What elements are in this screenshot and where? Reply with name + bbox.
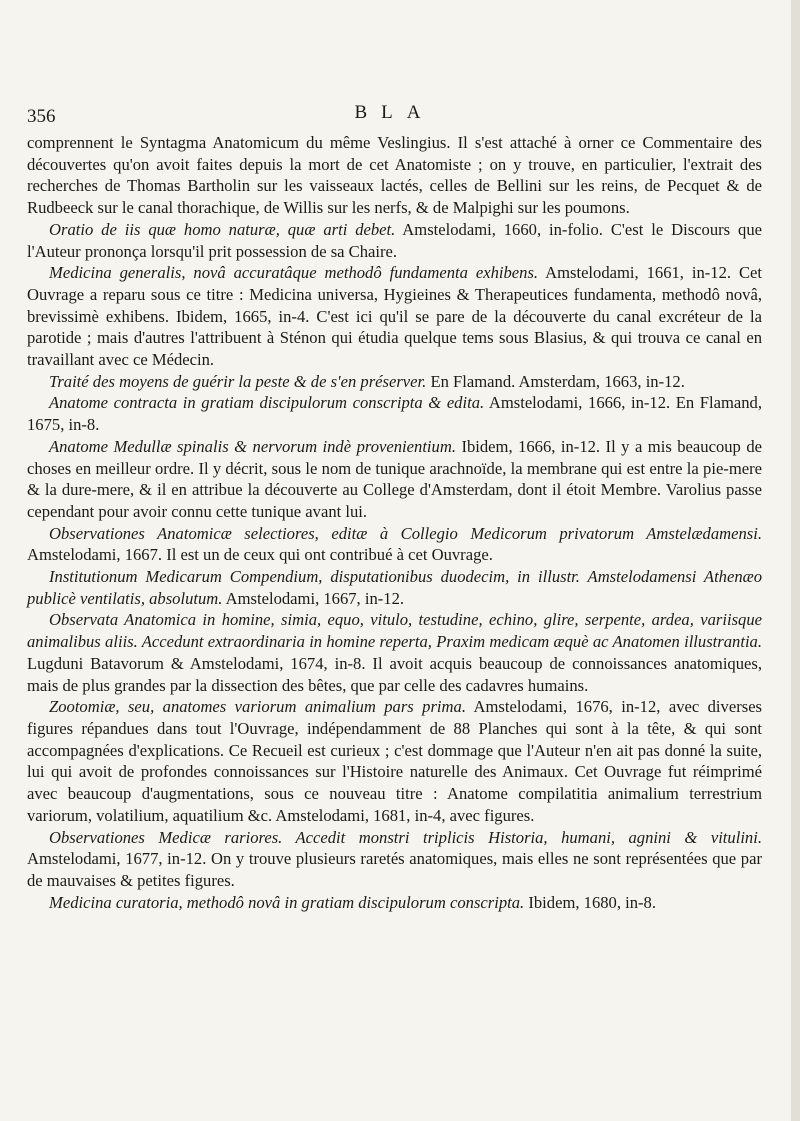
entry-text: Amstelodami, 1666, in-12. En Flamand, 1675, in-8. [27,393,763,435]
entry-institutionum [27,566,762,609]
entry-title: Oratio de iis quæ homo naturæ, quæ arti debet. [49,219,396,239]
running-head: BLA [354,102,435,123]
entry-observata-anatomica [27,609,762,696]
entry-observationes-anatomicae [27,523,762,566]
entry-text: Ibidem, 1666, in-12. Il y a mis beaucoup de choses en meilleur ordre. Il y décrit, sous le nom de tunique arachnoïde, la membrane qui est entre la pie-mere & la dure-mere, & il en attribue la découverte au College d'Amsterdam, dont il étoit Membre. Varolius passe cependant pour avoir connu cette tunique avant lui. [27,436,762,521]
entry-oratio [27,219,762,262]
entry-medicina-generalis [27,262,762,371]
entry-continuation [27,132,762,219]
entry-title: Zootomiæ, seu, anatomes variorum animalium pars prima. [49,697,466,717]
entry-text: Amstelodami, 1660, in-folio. C'est le Discours que l'Auteur prononça lorsqu'il prit possession de sa Chaire. [27,219,762,261]
page-header [27,98,762,132]
entry-medicina-curatoria [27,892,762,914]
entry-observationes-medicae [27,827,762,892]
page-number: 356 [27,106,56,127]
entry-text: Ibidem, 1680, in-8. [528,892,657,912]
entry-text: Amstelodami, 1676, in-12, avec diverses figures répandues dans tout l'Ouvrage, indépendamment de 88 Planches qui sont à la tête, & qui sont accompagnées d'explications. Ce Recueil est curieux ; c'est dommage que l'Auteur n'en ait pas donné la suite, lui qui avoit de profondes connoissances sur l'Histoire naturelle des Animaux. Cet Ouvrage fut réimprimé avec beaucoup d'augmentations, sous ce nouveau titre : Anatome compilatitia animalium terrestrium variorum, volatilium, aquatilium &c. Amstelodami, 1681, in-4, avec figures. [27,697,763,825]
page-body [27,132,762,913]
entry-zootomiae [27,696,762,826]
entry-title: Observationes Medicæ rariores. Accedit monstri triplicis Historia, humani, agnini & vitulini. [49,827,762,847]
entry-title: Anatome Medullæ spinalis & nervorum indè provenientium. [49,436,456,456]
entry-title: Anatome contracta in gratiam discipulorum conscripta & edita. [49,393,485,413]
entry-text: Amstelodami, 1677, in-12. On y trouve plusieurs raretés anatomiques, mais elles ne sont représentées que par de mauvaises & petites figures. [27,849,762,890]
entry-text: En Flamand. Amsterdam, 1663, in-12. [430,371,685,391]
entry-text: comprennent le Syntagma Anatomicum du même Veslingius. Il s'est attaché à orner ce Commentaire des découvertes qu'on avoit faites depuis la mort de cet Anatomiste ; on y trouve, en particulier, l'extrait des recherches de Thomas Bartholin sur les vaisseaux lactés, celles de Bellini sur les reins, de Pecquet & de Rudbeeck sur le canal thorachique, de Willis sur les nerfs, & de Malpighi sur les poumons. [27,133,762,218]
entry-title: Observationes Anatomicæ selectiores, editæ à Collegio Medicorum privatorum Amstelædamensi. [49,523,762,543]
entry-text: Lugduni Batavorum & Amstelodami, 1674, in-8. Il avoit acquis beaucoup de connoissances anatomiques, mais de plus grandes par la dissection des bêtes, que par celle des cadavres humains. [27,653,762,695]
entry-title: Medicina generalis, novâ accuratâque methodô fundamenta exhibens. [49,263,539,283]
entry-text: Amstelodami, 1661, in-12. Cet Ouvrage a reparu sous ce titre : Medicina universa, Hygieines & Therapeutices fundamenta, methodô novâ, brevissimè exhibens. Ibidem, 1665, in-4. C'est ici qu'il se pare de la découverte du canal excréteur de la parotide ; mais d'autres l'attribuent à Sténon qui étudia quelque tems sous Blasius, & qui trouva ce canal en travaillant avec ce Médecin. [27,263,763,370]
entry-anatome-medullae [27,436,762,523]
entry-traite-peste [27,371,762,393]
entry-title: Institutionum Medicarum Compendium, disputationibus duodecim, in illustr. Amstelodamensi Athenæo publicè ventilatis, absolutum. [27,567,762,608]
page-edge-shadow [791,0,800,1121]
entry-text: Amstelodami, 1667, in-12. [225,588,405,608]
entry-anatome-contracta [27,392,762,435]
entry-text: Amstelodami, 1667. Il est un de ceux qui ont contribué à cet Ouvrage. [27,545,493,565]
entry-title: Medicina curatoria, methodô novâ in gratiam discipulorum conscripta. [49,892,525,912]
entry-title: Observata Anatomica in homine, simia, equo, vitulo, testudine, echino, glire, serpente, ardea, variisque animalibus aliis. Accedunt extraordinaria in homine reperta, Praxim medicam æquè ac Anatomen illustrantia. [27,610,762,652]
entry-title: Traité des moyens de guérir la peste & de s'en préserver. [49,371,427,391]
